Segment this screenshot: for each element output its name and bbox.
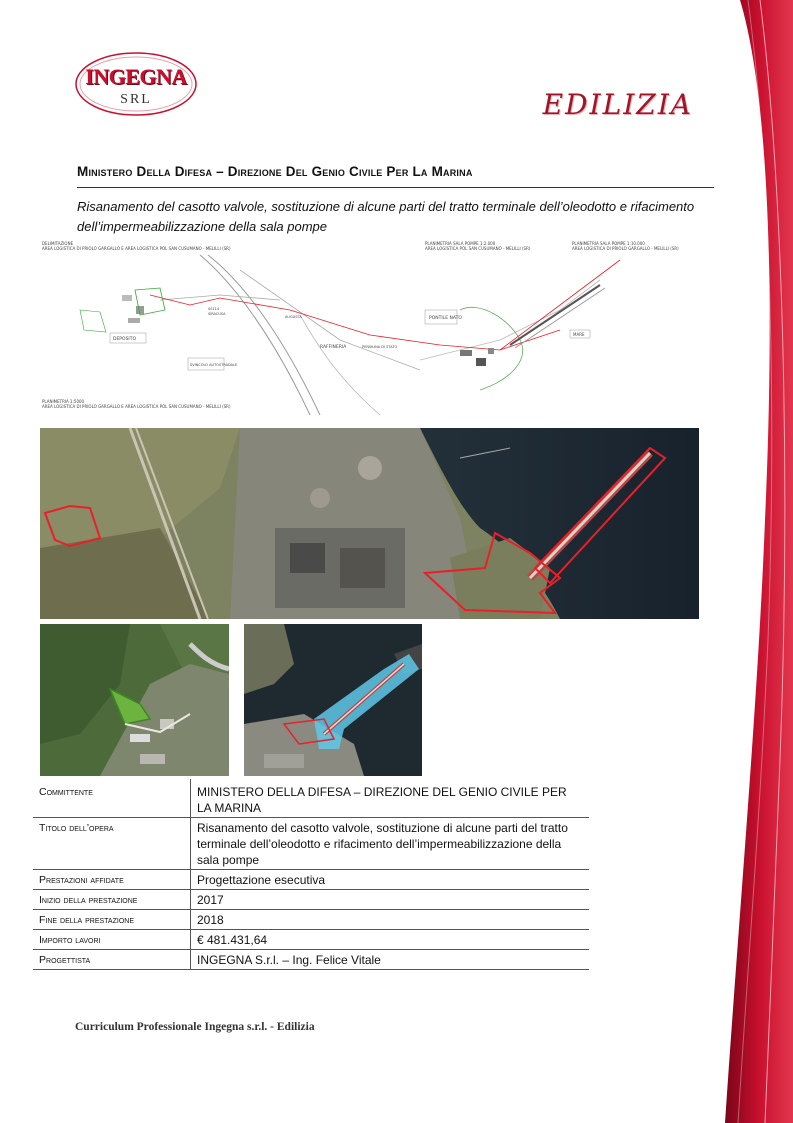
plan-label-10000: PLANIMETRIA SALA POMPE 1:10.000: [572, 241, 645, 246]
row-value: Progettazione esecutiva: [191, 870, 590, 890]
plan-label-augusta: AUGUSTA: [285, 315, 302, 319]
row-key: Prestazioni affidate: [33, 870, 191, 890]
plan-label-delim: DELIMITAZIONE: [42, 241, 74, 246]
aerial-photo: [40, 428, 699, 619]
row-value: INGEGNA S.r.l. – Ing. Felice Vitale: [191, 950, 590, 970]
row-key: Importo lavori: [33, 930, 191, 950]
plan-label-pensilina: PENSILINA DI STATO: [362, 345, 398, 349]
section-title: EDILIZIA: [542, 88, 693, 121]
row-key: Committente: [33, 779, 191, 818]
plan-label-delim-sub: AREA LOGISTICA DI PRIOLO GARGALLO E AREA LOGISTICA POL SAN CUSUMANO - MELILLI (SR): [42, 246, 231, 251]
ingegna-logo: [74, 50, 198, 118]
site-plan-drawing: [40, 240, 695, 415]
table-row: [33, 930, 589, 950]
row-value: 2017: [191, 890, 590, 910]
deposit-aerial-photo: [40, 624, 229, 776]
table-row: [33, 890, 589, 910]
plan-label-raffineria: RAFFINERIA: [320, 345, 347, 350]
plan-label-10000-sub: AREA LOGISTICA DI PRIOLO GARGALLO - MELILLI (SR): [572, 246, 679, 251]
plan-label-deposito: DEPOSITO: [113, 337, 137, 342]
plan-label-5000: PLANIMETRIA 1:5000: [42, 399, 85, 404]
plan-label-pontile: PONTILE NATO: [429, 316, 462, 321]
plan-label-mare: MARE: [573, 332, 585, 337]
row-value: € 481.431,64: [191, 930, 590, 950]
row-value: Risanamento del casotto valvole, sostituzione di alcune parti del tratto terminale dell’oleodotto e rifacimento dell’impermeabilizzazione della sala pompe: [191, 818, 590, 870]
project-info-table: [33, 779, 589, 970]
plan-label-5000-sub: AREA LOGISTICA DI PRIOLO GARGALLO E AREA LOGISTICA POL SAN CUSUMANO - MELILLI (SR): [42, 404, 231, 409]
plan-label-2000: PLANIMETRIA SALA POMPE 1:2.000: [425, 241, 496, 246]
logo-name: INGEGNA: [85, 64, 187, 89]
row-key: Titolo dell’opera: [33, 818, 191, 870]
logo-suffix: SRL: [120, 92, 152, 107]
table-row: [33, 870, 589, 890]
page-footer: Curriculum Professionale Ingegna s.r.l. - Edilizia: [75, 1021, 315, 1033]
table-row: [33, 779, 589, 818]
table-row: [33, 950, 589, 970]
row-key: Inizio della prestazione: [33, 890, 191, 910]
plan-label-svincolo: SVINCOLO AUTOSTRADALE: [190, 363, 238, 367]
jetty-aerial-photo: [244, 624, 422, 776]
table-row: [33, 910, 589, 930]
row-key: Progettista: [33, 950, 191, 970]
title-divider: [77, 187, 714, 188]
plan-label-siracusa: SIRACUSA: [208, 312, 226, 316]
row-value: 2018: [191, 910, 590, 930]
row-key: Fine della prestazione: [33, 910, 191, 930]
plan-label-ss114: SS114: [208, 307, 220, 311]
row-value: MINISTERO DELLA DIFESA – DIREZIONE DEL GENIO CIVILE PER LA MARINA: [191, 779, 590, 818]
plan-label-2000-sub: AREA LOGISTICA POL SAN CUSUMANO - MELILLI (SR): [425, 246, 531, 251]
project-title: Ministero Della Difesa – Direzione Del Genio Civile Per La Marina: [77, 164, 473, 179]
project-subtitle: Risanamento del casotto valvole, sostituzione di alcune parti del tratto terminale dell’oleodotto e rifacimento dell’impermeabilizzazione della sala pompe: [77, 199, 695, 234]
table-row: [33, 818, 589, 870]
